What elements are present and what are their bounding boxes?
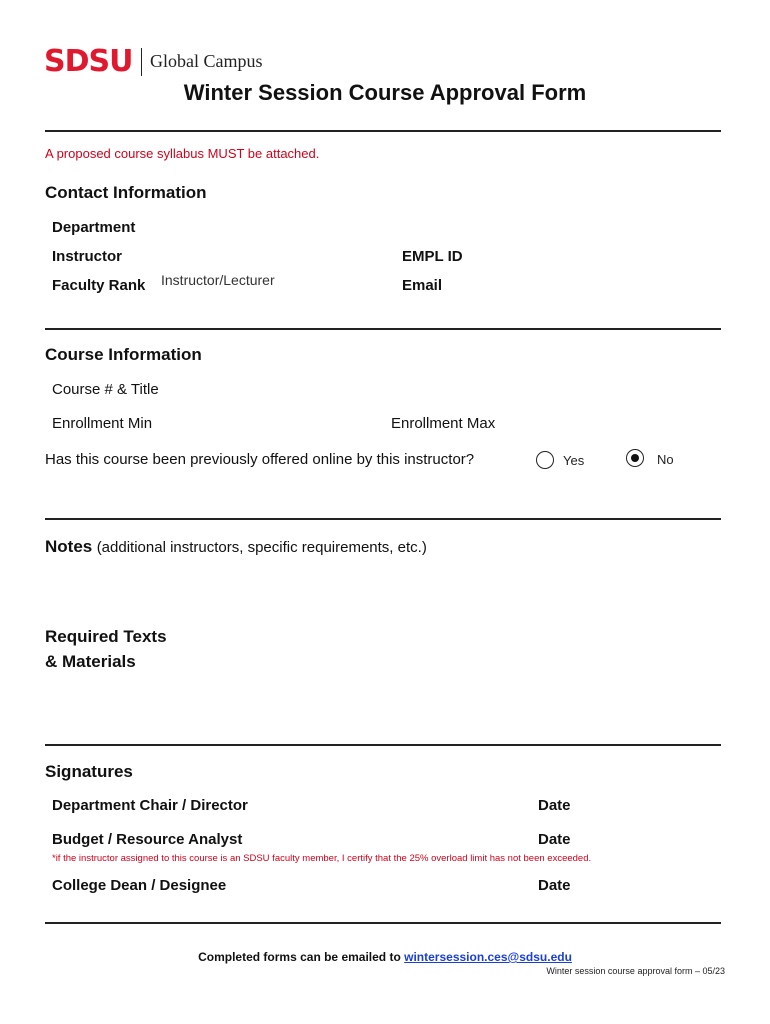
- form-version: Winter session course approval form – 05/23: [546, 966, 725, 976]
- dean-label: College Dean / Designee: [52, 877, 227, 894]
- course-section-heading: Course Information: [45, 345, 202, 364]
- course-title-label: Course # & Title: [52, 381, 159, 398]
- required-texts-heading: Required Texts: [45, 627, 167, 646]
- divider-top: [45, 130, 721, 132]
- faculty-rank-field[interactable]: Instructor/Lecturer: [161, 272, 275, 288]
- enrollment-max-label: Enrollment Max: [391, 415, 496, 432]
- radio-yes-label: Yes: [563, 453, 585, 468]
- faculty-rank-label: Faculty Rank: [52, 277, 146, 294]
- radio-no[interactable]: [626, 449, 644, 467]
- notes-subheading: (additional instructors, specific requirements, etc.): [96, 539, 427, 556]
- notes-heading-row: [45, 537, 427, 557]
- chair-label: Department Chair / Director: [52, 797, 248, 814]
- divider-course: [45, 518, 721, 520]
- divider-bottom: [45, 922, 721, 924]
- certification-note: *if the instructor assigned to this course is an SDSU faculty member, I certify that the 25% overload limit has not been exceeded.: [52, 853, 592, 864]
- radio-no-label: No: [657, 452, 674, 467]
- footer-email-line: [0, 950, 770, 964]
- dean-date-label: Date: [538, 877, 571, 894]
- instructor-label: Instructor: [52, 248, 123, 265]
- radio-selected-dot: [631, 454, 639, 462]
- global-campus-logo-text: Global Campus: [150, 51, 263, 71]
- radio-yes[interactable]: [536, 451, 554, 469]
- email-label: Email: [402, 277, 443, 294]
- materials-heading: & Materials: [45, 652, 136, 671]
- budget-label: Budget / Resource Analyst: [52, 831, 243, 848]
- department-label: Department: [52, 219, 136, 236]
- footer-prefix: Completed forms can be emailed to: [198, 950, 401, 964]
- logo-divider: [141, 48, 142, 76]
- empl-id-label: EMPL ID: [402, 248, 463, 265]
- online-question: Has this course been previously offered online by this instructor?: [45, 451, 475, 468]
- enrollment-min-label: Enrollment Min: [52, 415, 153, 432]
- signatures-heading: Signatures: [45, 762, 133, 781]
- sdsu-logo: SDSU: [44, 44, 133, 79]
- footer-email-link[interactable]: wintersession.ces@sdsu.edu: [404, 950, 572, 964]
- divider-texts: [45, 744, 721, 746]
- syllabus-notice: A proposed course syllabus MUST be attached.: [45, 146, 320, 161]
- notes-heading: Notes: [45, 537, 93, 556]
- budget-date-label: Date: [538, 831, 571, 848]
- contact-section-heading: Contact Information: [45, 183, 207, 202]
- page-title: Winter Session Course Approval Form: [183, 80, 587, 105]
- divider-contact: [45, 328, 721, 330]
- chair-date-label: Date: [538, 797, 571, 814]
